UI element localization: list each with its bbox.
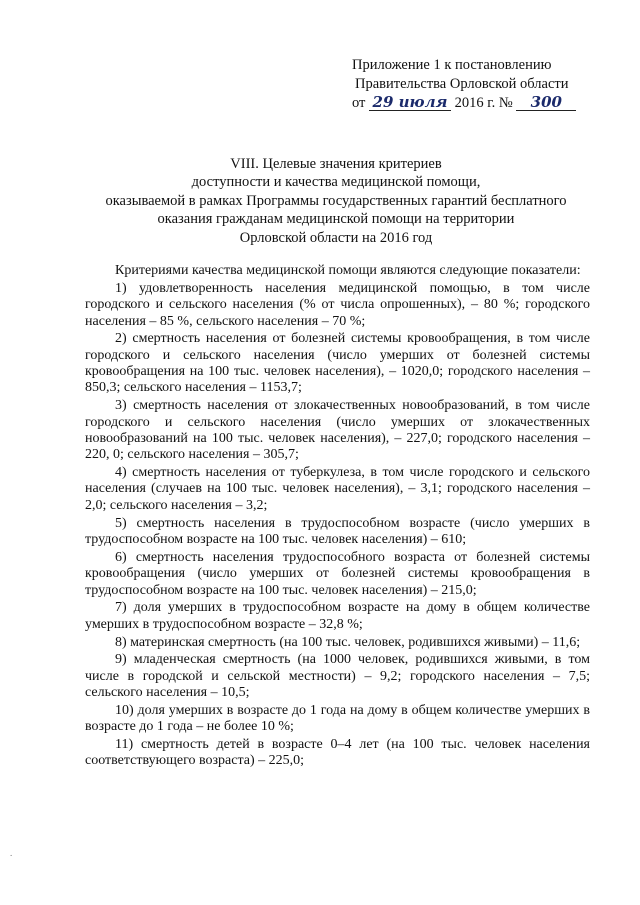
criterion-paragraph: 4) смертность населения от туберкулеза, в том числе городского и сельского населения (случаев на 100 тыс. человек населения), – 3,1; городского населения – 2,0; сельского населения – 3,2; <box>85 465 590 513</box>
criterion-paragraph: 10) доля умерших в возрасте до 1 года на дому в общем количестве умерших в возрасте до 1 года – не более 10 %; <box>85 702 590 735</box>
heading-line: доступности и качества медицинской помощи, <box>191 174 481 191</box>
section-heading <box>86 155 586 247</box>
heading-line: VIII. Целевые значения критериев <box>230 156 442 172</box>
criterion-paragraph: 2) смертность населения от болезней системы кровообращения, в том числе городского и сельского населения (число умерших от болезней системы кровообращения на 100 тыс. человек населения), – 1020,0; городского населения – 850,3; сельского населения – 1153,7; <box>85 331 590 396</box>
handwritten-date: 29 июля <box>369 94 451 111</box>
heading-line: Орловской области на 2016 год <box>239 229 433 246</box>
heading-line: оказания гражданам медицинской помощи на территории <box>157 211 515 228</box>
document-body <box>85 263 590 770</box>
criterion-paragraph: 5) смертность населения в трудоспособном возрасте (число умерших в трудоспособном возрасте на 100 тыс. человек населения) – 610; <box>85 515 590 547</box>
criterion-paragraph: 9) младенческая смертность (на 1000 человек, родившихся живыми, в том числе в городской и сельской местности) – 9,2; городского населения – 7,5; сельского населения – 10,5; <box>85 652 590 701</box>
approval-line-3 <box>352 94 602 113</box>
criterion-paragraph: 1) удовлетворенность населения медицинской помощью, в том числе городского и сельского населения (% от числа опрошенных), – 80 %; городского населения – 85 %, сельского населения – 70 %; <box>85 280 590 329</box>
criterion-paragraph: 3) смертность населения от злокачественных новообразований, в том числе городского и сельского населения (число умерших от злокачественных новообразований на 100 тыс. человек населения), – 227,0; городского населения – 220, 0; сельского населения – 305,7; <box>85 398 590 463</box>
approval-line-1: Приложение 1 к постановлению <box>352 57 552 73</box>
criterion-paragraph: 8) материнская смертность (на 100 тыс. человек, родившихся живыми) – 11,6; <box>115 634 581 650</box>
approval-block <box>352 56 602 113</box>
approval-year-label: 2016 г. № <box>454 95 513 111</box>
criterion-paragraph: 6) смертность населения трудоспособного возраста от болезней системы кровообращения (число умерших от болезней системы кровообращения в трудоспособном возрасте на 100 тыс. человек населения) – 215,0; <box>85 549 590 598</box>
intro-paragraph: Критериями качества медицинской помощи являются следующие показатели: <box>115 263 581 278</box>
criterion-paragraph: 11) смертность детей в возрасте 0–4 лет (на 100 тыс. человек населения соответствующего возраста) – 225,0; <box>85 737 590 769</box>
approval-line-2: Правительства Орловской области <box>355 76 569 92</box>
approval-from-label: от <box>352 95 366 111</box>
heading-line: оказываемой в рамках Программы государственных гарантий бесплатного <box>105 192 567 209</box>
criterion-paragraph: 7) доля умерших в трудоспособном возрасте на дому в общем количестве умерших в трудоспособном возрасте – 32,8 %; <box>85 600 590 632</box>
handwritten-number: 300 <box>516 94 576 111</box>
margin-mark: . <box>10 848 13 858</box>
